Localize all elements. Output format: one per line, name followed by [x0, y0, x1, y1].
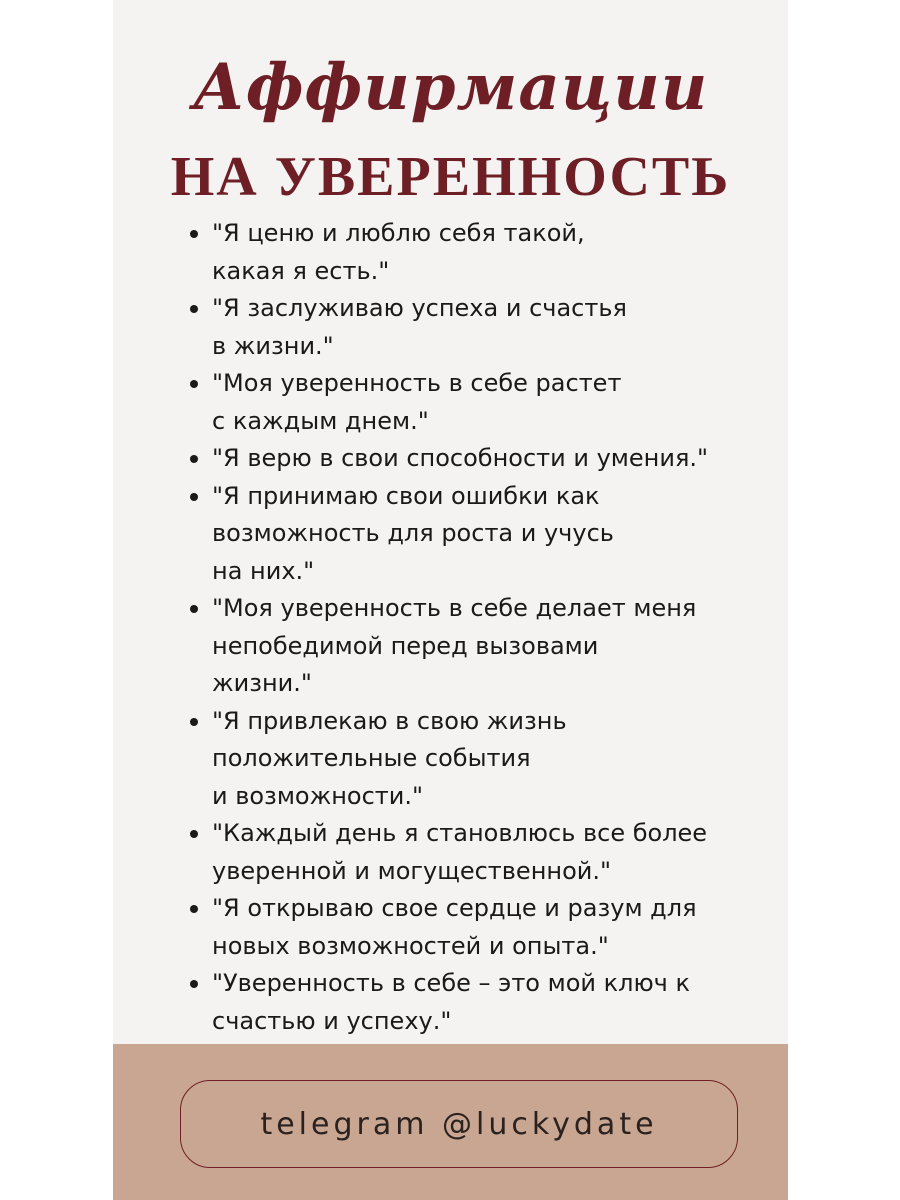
footer-panel — [113, 1044, 788, 1200]
list-item — [190, 440, 750, 478]
telegram-handle: telegram @luckydate — [260, 1106, 658, 1142]
list-item — [190, 890, 750, 965]
page-subtitle: НА УВЕРЕННОСТЬ — [170, 146, 731, 208]
telegram-handle-badge — [180, 1080, 738, 1168]
affirmation-text: "Моя уверенность в себе делает меня непобедимой перед вызовами жизни." — [212, 594, 697, 697]
affirmation-text: "Я принимаю свои ошибки как возможность для роста и учусь на них." — [212, 481, 614, 585]
list-item — [190, 290, 750, 365]
bullet-icon — [190, 980, 198, 988]
bullet-icon — [190, 380, 198, 388]
bullet-icon — [190, 305, 198, 313]
list-item — [190, 215, 750, 290]
list-item — [190, 703, 750, 816]
affirmation-text: "Я привлекаю в свою жизнь положительные события и возможности." — [212, 706, 567, 810]
list-item — [190, 478, 750, 591]
bullet-icon — [190, 455, 198, 463]
affirmation-text: "Я заслуживаю успеха и счастья в жизни." — [212, 294, 627, 360]
bullet-icon — [190, 605, 198, 613]
affirmation-text: "Я ценю и люблю себя такой, какая я есть." — [212, 219, 585, 285]
list-item — [190, 365, 750, 440]
bullet-icon — [190, 905, 198, 913]
page-title: Аффирмации — [192, 50, 709, 125]
affirmation-text: "Я открываю свое сердце и разум для новых возможностей и опыта." — [212, 894, 697, 960]
affirmation-list — [190, 215, 750, 1040]
affirmation-text: "Моя уверенность в себе растет с каждым днем." — [212, 369, 622, 435]
bullet-icon — [190, 230, 198, 238]
affirmation-text: "Я верю в свои способности и умения." — [212, 444, 709, 472]
list-item — [190, 815, 750, 890]
list-item — [190, 590, 750, 703]
bullet-icon — [190, 718, 198, 726]
list-item — [190, 965, 750, 1040]
bullet-icon — [190, 493, 198, 501]
affirmation-text: "Каждый день я становлюсь все более уверенной и могущественной." — [212, 819, 708, 885]
affirmation-text: "Уверенность в себе – это мой ключ к счастью и успеху." — [212, 969, 690, 1035]
bullet-icon — [190, 830, 198, 838]
